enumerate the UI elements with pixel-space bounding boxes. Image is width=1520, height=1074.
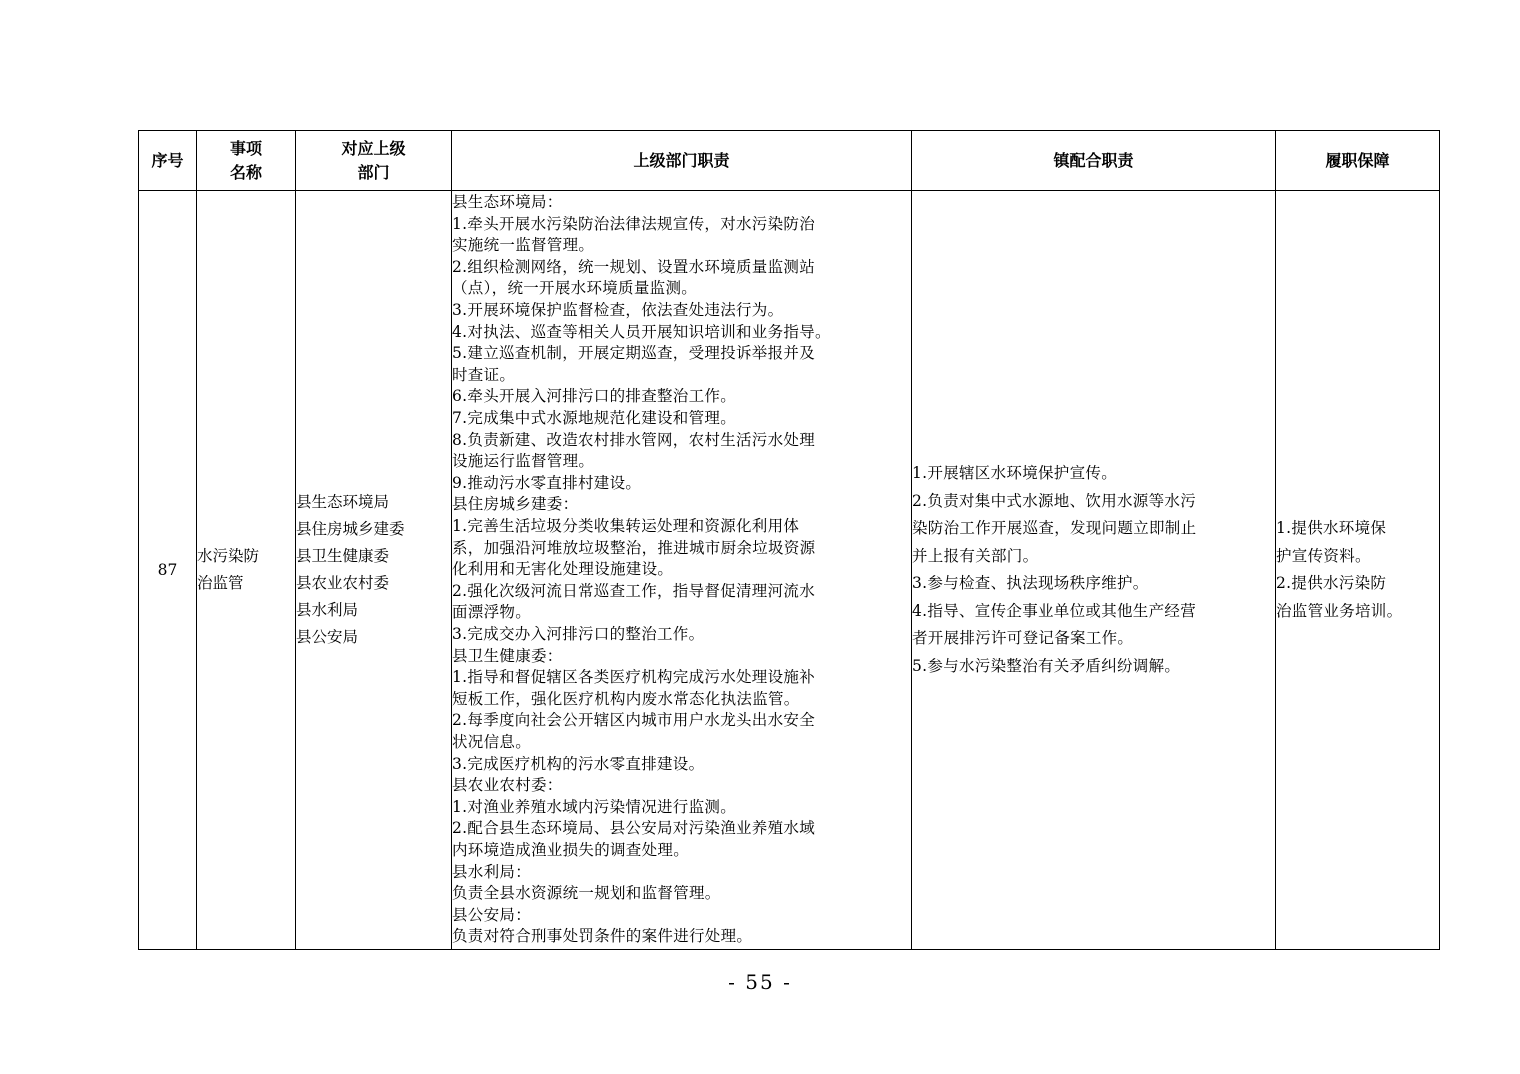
- upper-duty-line: 面漂浮物。: [452, 603, 532, 622]
- table-header-row: [139, 131, 1440, 191]
- upper-duty-line: 县公安局：: [452, 905, 532, 924]
- upper-duty-line: 8.负责新建、改造农村排水管网，农村生活污水处理: [452, 430, 815, 449]
- upper-duty-line: 2.组织检测网络，统一规划、设置水环境质量监测站: [452, 257, 815, 276]
- header-item-name-line2: 名称: [229, 162, 262, 182]
- upper-duty-line: 状况信息。: [452, 732, 532, 751]
- row-number: 87: [139, 191, 197, 950]
- upper-duty-line: 1.对渔业养殖水域内污染情况进行监测。: [452, 797, 736, 816]
- guarantee-line: 治监管业务培训。: [1276, 601, 1403, 620]
- header-guarantee: 履职保障: [1276, 131, 1440, 191]
- upper-duty-line: 设施运行监督管理。: [452, 452, 595, 471]
- upper-duty-line: 1.完善生活垃圾分类收集转运处理和资源化利用体: [452, 517, 800, 536]
- town-duty-line: 1.开展辖区水环境保护宣传。: [912, 464, 1117, 482]
- upper-duty-line: 县水利局：: [452, 862, 532, 881]
- dept-cell: [296, 191, 452, 950]
- upper-duty-line: 县住房城乡建委：: [452, 495, 579, 514]
- upper-duty-line: 县生态环境局：: [452, 193, 563, 212]
- upper-duty-line: 7.完成集中式水源地规范化建设和管理。: [452, 409, 736, 428]
- upper-duty-line: 4.对执法、巡查等相关人员开展知识培训和业务指导。: [452, 322, 831, 341]
- item-name-line: 治监管: [197, 574, 244, 592]
- town-duty-line: 4.指导、宣传企事业单位或其他生产经营: [912, 601, 1196, 620]
- upper-duty-line: 化利用和无害化处理设施建设。: [452, 560, 674, 579]
- upper-duty-line: 负责对符合刑事处罚条件的案件进行处理。: [452, 927, 753, 946]
- upper-duty-line: 负责全县水资源统一规划和监督管理。: [452, 884, 721, 903]
- item-name-cell: [197, 191, 296, 950]
- header-item-name: [197, 131, 296, 191]
- town-duty-line: 5.参与水污染整治有关矛盾纠纷调解。: [912, 656, 1181, 675]
- dept-line: 县水利局: [296, 601, 359, 619]
- upper-duty-line: 6.牵头开展入河排污口的排查整治工作。: [452, 387, 736, 406]
- header-dept-line1: 对应上级: [341, 138, 406, 158]
- table-row: [139, 191, 1440, 950]
- town-duty-line: 2.负责对集中式水源地、饮用水源等水污: [912, 491, 1196, 510]
- dept-line: 县住房城乡建委: [296, 520, 405, 538]
- upper-duty-line: 系，加强沿河堆放垃圾整治，推进城市厨余垃圾资源: [452, 538, 816, 557]
- upper-duty-line: 短板工作，强化医疗机构内废水常态化执法监管。: [452, 689, 800, 708]
- upper-duty-line: 3.完成医疗机构的污水零直排建设。: [452, 754, 705, 773]
- upper-duty-line: 1.指导和督促辖区各类医疗机构完成污水处理设施补: [452, 668, 815, 687]
- dept-line: 县公安局: [296, 628, 359, 646]
- header-no: 序号: [139, 131, 197, 191]
- guarantee-line: 护宣传资料。: [1276, 546, 1371, 565]
- header-upper-duties: 上级部门职责: [452, 131, 912, 191]
- town-duty-line: 染防治工作开展巡查，发现问题立即制止: [912, 519, 1197, 537]
- upper-duty-line: 2.配合县生态环境局、县公安局对污染渔业养殖水域: [452, 819, 815, 838]
- upper-duty-line: 3.开展环境保护监督检查，依法查处违法行为。: [452, 301, 784, 320]
- guarantee-line: 1.提供水环境保: [1276, 519, 1387, 537]
- upper-duty-line: 3.完成交办入河排污口的整治工作。: [452, 624, 705, 643]
- dept-line: 县生态环境局: [296, 493, 390, 511]
- town-duty-line: 者开展排污许可登记备案工作。: [912, 629, 1134, 647]
- town-duty-line: 3.参与检查、执法现场秩序维护。: [912, 574, 1149, 592]
- upper-duty-line: 时查证。: [452, 365, 516, 384]
- upper-duty-line: 2.强化次级河流日常巡查工作，指导督促清理河流水: [452, 581, 815, 600]
- dept-line: 县卫生健康委: [296, 547, 390, 565]
- upper-duty-line: 5.建立巡查机制，开展定期巡查，受理投诉举报并及: [452, 344, 815, 363]
- upper-duties-cell: [452, 191, 912, 950]
- header-dept-line2: 部门: [357, 162, 390, 182]
- guarantee-cell: [1276, 191, 1440, 950]
- upper-duty-line: 1.牵头开展水污染防治法律法规宣传，对水污染防治: [452, 214, 815, 233]
- upper-duty-line: 9.推动污水零直排村建设。: [452, 473, 642, 492]
- upper-duty-line: 2.每季度向社会公开辖区内城市用户水龙头出水安全: [452, 711, 815, 730]
- town-duties-cell: [912, 191, 1276, 950]
- page-number: - 55 -: [728, 970, 792, 994]
- upper-duty-line: 县卫生健康委：: [452, 646, 563, 665]
- dept-line: 县农业农村委: [296, 574, 390, 592]
- header-item-name-line1: 事项: [229, 138, 262, 158]
- town-duty-line: 并上报有关部门。: [912, 546, 1039, 565]
- header-dept: [296, 131, 452, 191]
- guarantee-line: 2.提供水污染防: [1276, 574, 1387, 592]
- upper-duty-line: 县农业农村委：: [452, 776, 563, 795]
- upper-duty-line: 实施统一监督管理。: [452, 236, 595, 255]
- upper-duty-line: （点），统一开展水环境质量监测。: [452, 279, 698, 298]
- header-town-duties: 镇配合职责: [912, 131, 1276, 191]
- upper-duty-line: 内环境造成渔业损失的调查处理。: [452, 840, 690, 859]
- duty-table: [138, 130, 1440, 950]
- item-name-line: 水污染防: [197, 547, 260, 565]
